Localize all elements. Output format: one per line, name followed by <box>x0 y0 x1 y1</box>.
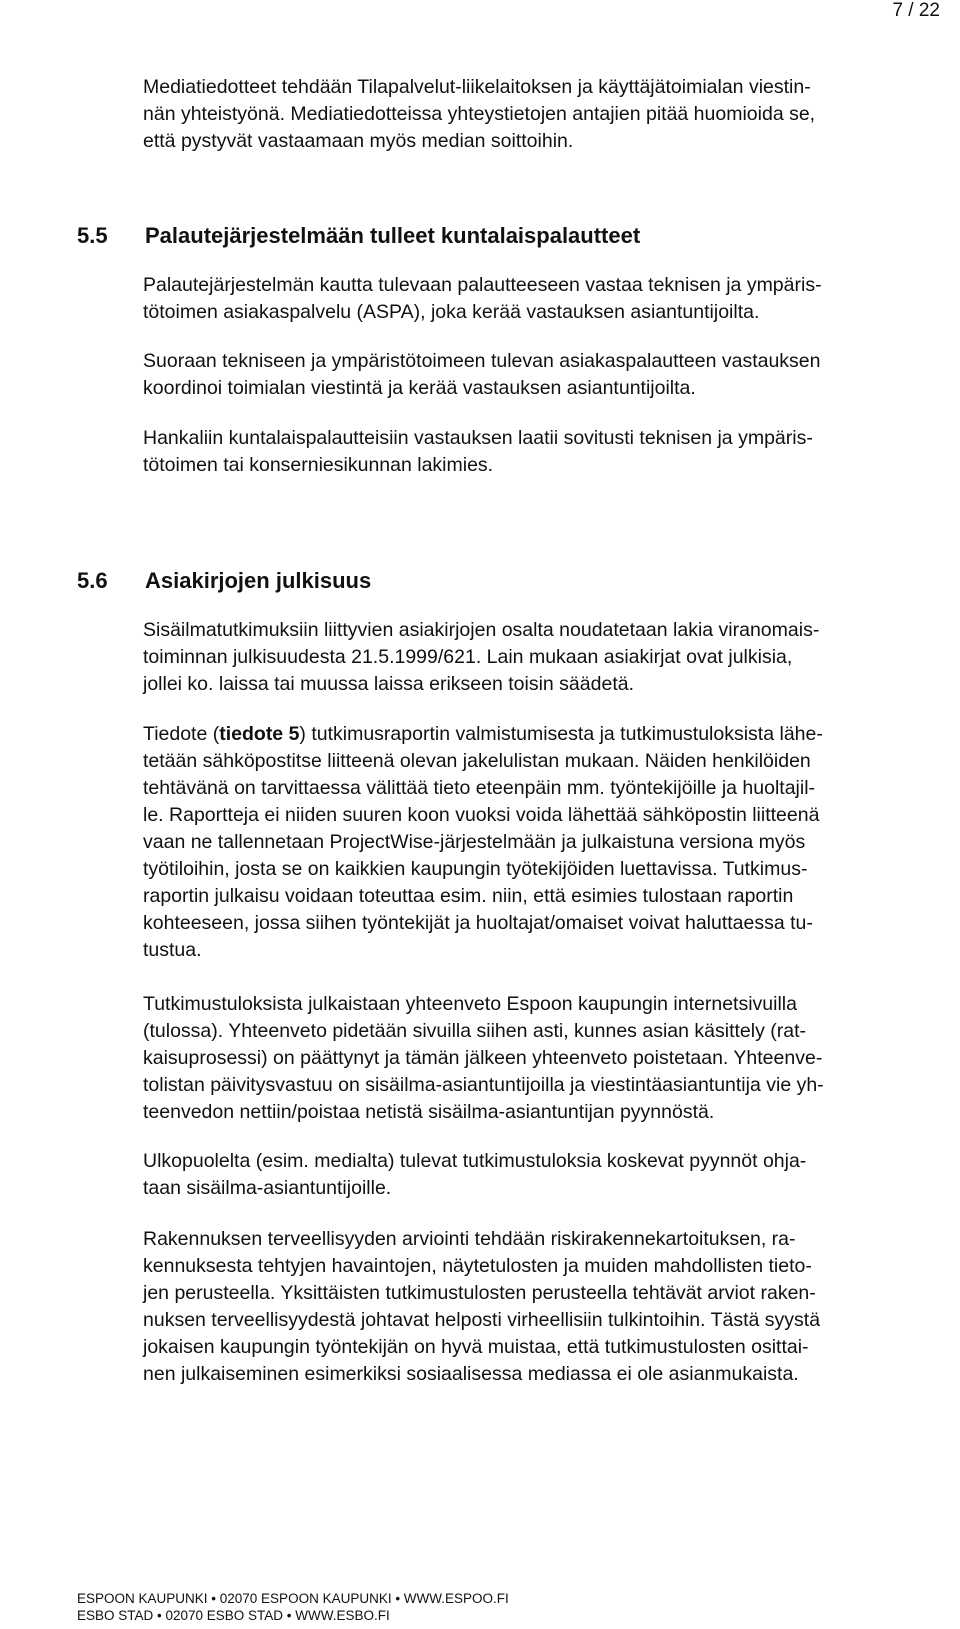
section-5-6-paragraph-2 <box>143 721 933 964</box>
text-line: että pystyvät vastaamaan myös median soittoihin. <box>143 130 574 152</box>
text-line: kennuksesta tehtyjen havaintojen, näytetulosten ja muiden mahdollisten tieto- <box>143 1255 812 1277</box>
text-line: jen perusteella. Yksittäisten tutkimustulosten perusteella tehtävät arviot raken- <box>143 1282 816 1304</box>
text-line: tolistan päivitysvastuu on sisäilma-asiantuntijoilla ja viestintäasiantuntija vie yh- <box>143 1074 824 1096</box>
text-line: jollei ko. laissa tai muussa laissa erikseen toisin säädetä. <box>143 673 634 695</box>
section-5-5-paragraph-2 <box>143 348 933 402</box>
text-line: työtiloihin, josta se on kaikkien kaupungin työtekijöiden luettavissa. Tutkimus- <box>143 858 808 880</box>
text-run: Tiedote ( <box>143 723 220 745</box>
text-line: le. Raportteja ei niiden suuren koon vuoksi voida lähettää sähköpostin liitteenä <box>143 804 820 826</box>
footer-address-finnish: ESPOON KAUPUNKI • 02070 ESPOON KAUPUNKI • WWW.ESPOO.FI <box>77 1591 509 1606</box>
section-number: 5.6 <box>77 568 108 593</box>
section-heading-5-5 <box>77 223 640 249</box>
section-5-6-paragraph-5 <box>143 1226 933 1388</box>
text-line: nen julkaiseminen esimerkiksi sosiaalisessa mediassa ei ole asianmukaista. <box>143 1363 799 1385</box>
text-line: (tulossa). Yhteenveto pidetään sivuilla siihen asti, kunnes asian käsittely (rat- <box>143 1020 806 1042</box>
section-5-6-paragraph-4 <box>143 1148 933 1202</box>
section-title: Asiakirjojen julkisuus <box>145 568 372 593</box>
text-line: Palautejärjestelmän kautta tulevaan palautteeseen vastaa teknisen ja ympäris- <box>143 274 822 296</box>
text-line: nän yhteistyönä. Mediatiedotteissa yhteystietojen antajien pitää huomioida se, <box>143 103 816 125</box>
text-line: Hankaliin kuntalaispalautteisiin vastauksen laatii sovitusti teknisen ja ympäris- <box>143 427 813 449</box>
text-line: kohteeseen, jossa siihen työntekijät ja huoltajat/omaiset voivat haluttaessa tu- <box>143 912 813 934</box>
section-heading-5-6 <box>77 568 371 594</box>
text-line: koordinoi toimialan viestintä ja kerää vastauksen asiantuntijoilta. <box>143 377 696 399</box>
text-line <box>143 721 933 748</box>
text-line: tustua. <box>143 939 202 961</box>
intro-paragraph <box>143 74 933 155</box>
footer-address-swedish: ESBO STAD • 02070 ESBO STAD • WWW.ESBO.FI <box>77 1608 390 1623</box>
text-run: ) tutkimusraportin valmistumisesta ja tutkimustuloksista lähe- <box>299 723 823 745</box>
text-line: teenvedon nettiin/poistaa netistä sisäilma-asiantuntijan pyynnöstä. <box>143 1101 715 1123</box>
text-line: tehtävänä on tarvittaessa välittää tieto eteenpäin mm. työntekijöille ja huoltajil- <box>143 777 816 799</box>
text-line: tötoimen tai konserniesikunnan lakimies. <box>143 454 494 476</box>
text-line: Rakennuksen terveellisyyden arviointi tehdään riskirakennekartoituksen, ra- <box>143 1228 796 1250</box>
section-5-5-paragraph-3 <box>143 425 933 479</box>
section-title: Palautejärjestelmään tulleet kuntalaispalautteet <box>145 223 641 248</box>
text-line: nuksen terveellisyydestä johtavat helposti virheellisiin tulkintoihin. Tästä syystä <box>143 1309 821 1331</box>
text-line: Mediatiedotteet tehdään Tilapalvelut-liikelaitoksen ja käyttäjätoimialan viestin- <box>143 76 811 98</box>
text-line: raportin julkaisu voidaan toteuttaa esim. niin, että esimies tulostaan raportin <box>143 885 794 907</box>
text-line: kaisuprosessi) on päättynyt ja tämän jälkeen yhteenveto poistetaan. Yhteenve- <box>143 1047 823 1069</box>
bold-reference: tiedote 5 <box>219 723 300 745</box>
text-line: Tutkimustuloksista julkaistaan yhteenveto Espoon kaupungin internetsivuilla <box>143 993 797 1015</box>
text-line: Sisäilmatutkimuksiin liittyvien asiakirjojen osalta noudatetaan lakia viranomais- <box>143 619 820 641</box>
section-5-6-paragraph-3 <box>143 991 933 1126</box>
section-5-6-paragraph-1 <box>143 617 933 698</box>
text-line: tötoimen asiakaspalvelu (ASPA), joka kerää vastauksen asiantuntijoilta. <box>143 301 760 323</box>
section-5-5-paragraph-1 <box>143 272 933 326</box>
text-line: taan sisäilma-asiantuntijoille. <box>143 1177 392 1199</box>
section-number: 5.5 <box>77 223 108 248</box>
text-line: jokaisen kaupungin työntekijän on hyvä muistaa, että tutkimustulosten osittai- <box>143 1336 809 1358</box>
text-line: vaan ne tallennetaan ProjectWise-järjestelmään ja julkaistuna versiona myös <box>143 831 806 853</box>
page-number: 7 / 22 <box>892 0 940 21</box>
text-line: Suoraan tekniseen ja ympäristötoimeen tulevan asiakaspalautteen vastauksen <box>143 350 821 372</box>
text-line: tetään sähköpostitse liitteenä olevan jakelulistan mukaan. Näiden henkilöiden <box>143 750 811 772</box>
text-line: Ulkopuolelta (esim. medialta) tulevat tutkimustuloksia koskevat pyynnöt ohja- <box>143 1150 807 1172</box>
text-line: toiminnan julkisuudesta 21.5.1999/621. Lain mukaan asiakirjat ovat julkisia, <box>143 646 793 668</box>
